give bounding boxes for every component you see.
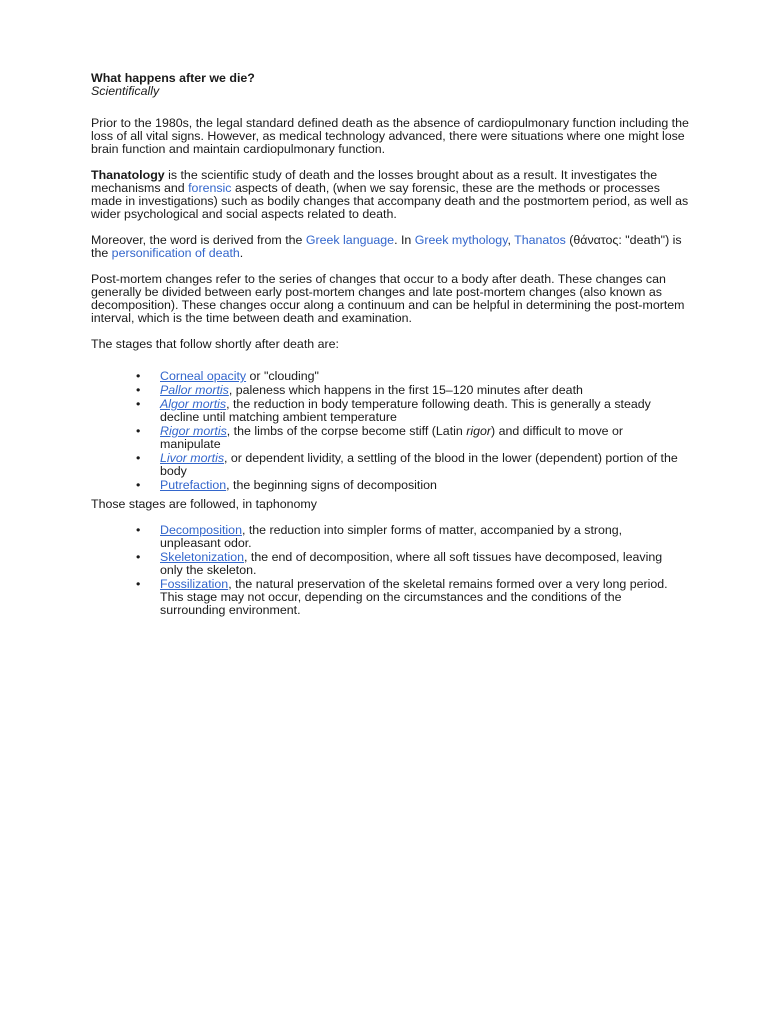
link-corneal-opacity[interactable]: Corneal opacity	[160, 369, 247, 383]
bullet-icon: •	[136, 397, 141, 411]
text-span: .	[239, 246, 244, 260]
term-thanatology: Thanatology	[91, 168, 165, 182]
bullet-icon: •	[136, 550, 141, 564]
text-span: , the natural preservation of the skeletal remains formed over a very long period. This stage may not occur, depending on the circumstances and the conditions of the surrounding environment.	[160, 577, 668, 617]
link-greek-mythology[interactable]: Greek mythology	[414, 233, 508, 247]
text-span: Moreover, the word is derived from the	[91, 233, 306, 247]
text-span: is the scientific study of death and the losses brought about as a result. It investigates the mechanisms and	[91, 168, 658, 195]
link-fossilization[interactable]: Fossilization	[160, 577, 229, 591]
document-body	[91, 72, 691, 623]
link-livor-mortis[interactable]: Livor mortis	[160, 451, 225, 465]
link-personification-of-death[interactable]: personification of death	[111, 246, 240, 260]
link-thanatos[interactable]: Thanatos	[514, 233, 566, 247]
link-skeletonization[interactable]: Skeletonization	[160, 550, 245, 564]
paragraph-post-mortem: Post-mortem changes refer to the series of changes that occur to a body after death. These changes can generally be divided between early post-mortem changes and late post-mortem changes (also known as decomposition). These changes occur along a continuum and can be helpful in determining the post-mortem interval, which is the time between death and examination.	[91, 272, 685, 325]
list-item	[91, 524, 680, 550]
bullet-icon: •	[136, 424, 141, 438]
list-item	[91, 452, 680, 478]
bullet-icon: •	[136, 577, 141, 591]
text-span: (θάνατος: "death") is the	[91, 233, 682, 260]
list-item	[91, 384, 680, 397]
text-span: , the beginning signs of decomposition	[226, 478, 437, 492]
paragraph-greek	[91, 234, 691, 260]
later-stages-list	[91, 524, 691, 617]
text-span: , the reduction in body temperature following death. This is generally a steady decline until matching ambient temperature	[160, 397, 651, 424]
list-item	[91, 398, 680, 424]
list-item	[91, 479, 680, 492]
paragraph-taphonomy-intro: Those stages are followed, in taphonomy	[91, 497, 317, 511]
link-decomposition[interactable]: Decomposition	[160, 523, 242, 537]
text-span: , the limbs of the corpse become stiff (Latin	[226, 424, 467, 438]
text-span: , the reduction into simpler forms of matter, accompanied by a strong, unpleasant odor.	[160, 523, 623, 550]
paragraph-thanatology	[91, 169, 691, 221]
text-rigor: rigor	[466, 424, 492, 438]
bullet-icon: •	[136, 451, 141, 465]
bullet-icon: •	[136, 478, 141, 492]
paragraph-stages-intro: The stages that follow shortly after death are:	[91, 337, 339, 351]
link-algor-mortis[interactable]: Algor mortis	[160, 397, 227, 411]
link-rigor-mortis[interactable]: Rigor mortis	[160, 424, 227, 438]
list-item	[91, 551, 680, 577]
text-span: aspects of death, (when we say forensic, these are the methods or processes made in investigations) such as bodily changes that accompany death and the postmortem period, as well as wider psychological and social aspects related to death.	[91, 181, 689, 221]
bullet-icon: •	[136, 383, 141, 397]
bullet-icon: •	[136, 369, 141, 383]
list-item	[91, 578, 680, 617]
list-item	[91, 370, 680, 383]
text-span: , paleness which happens in the first 15–120 minutes after death	[228, 383, 583, 397]
text-span: , the end of decomposition, where all soft tissues have decomposed, leaving only the skeleton.	[160, 550, 663, 577]
bullet-icon: •	[136, 523, 141, 537]
text-span: or "clouding"	[246, 369, 319, 383]
text-span: , or dependent lividity, a settling of the blood in the lower (dependent) portion of the body	[160, 451, 678, 478]
text-span: ,	[507, 233, 515, 247]
early-stages-list	[91, 370, 691, 492]
link-putrefaction[interactable]: Putrefaction	[160, 478, 227, 492]
paragraph-legal-standard: Prior to the 1980s, the legal standard defined death as the absence of cardiopulmonary function including the loss of all vital signs. However, as medical technology advanced, there were situations where one might lose brain function and maintain cardiopulmonary function.	[91, 116, 689, 156]
link-forensic[interactable]: forensic	[188, 181, 232, 195]
page-subtitle: Scientifically	[91, 84, 160, 98]
link-greek-language[interactable]: Greek language	[305, 233, 395, 247]
text-span: . In	[394, 233, 415, 247]
link-pallor-mortis[interactable]: Pallor mortis	[160, 383, 229, 397]
list-item	[91, 425, 680, 451]
page-title: What happens after we die?	[91, 71, 255, 85]
text-span: ) and difficult to move or manipulate	[160, 424, 624, 451]
